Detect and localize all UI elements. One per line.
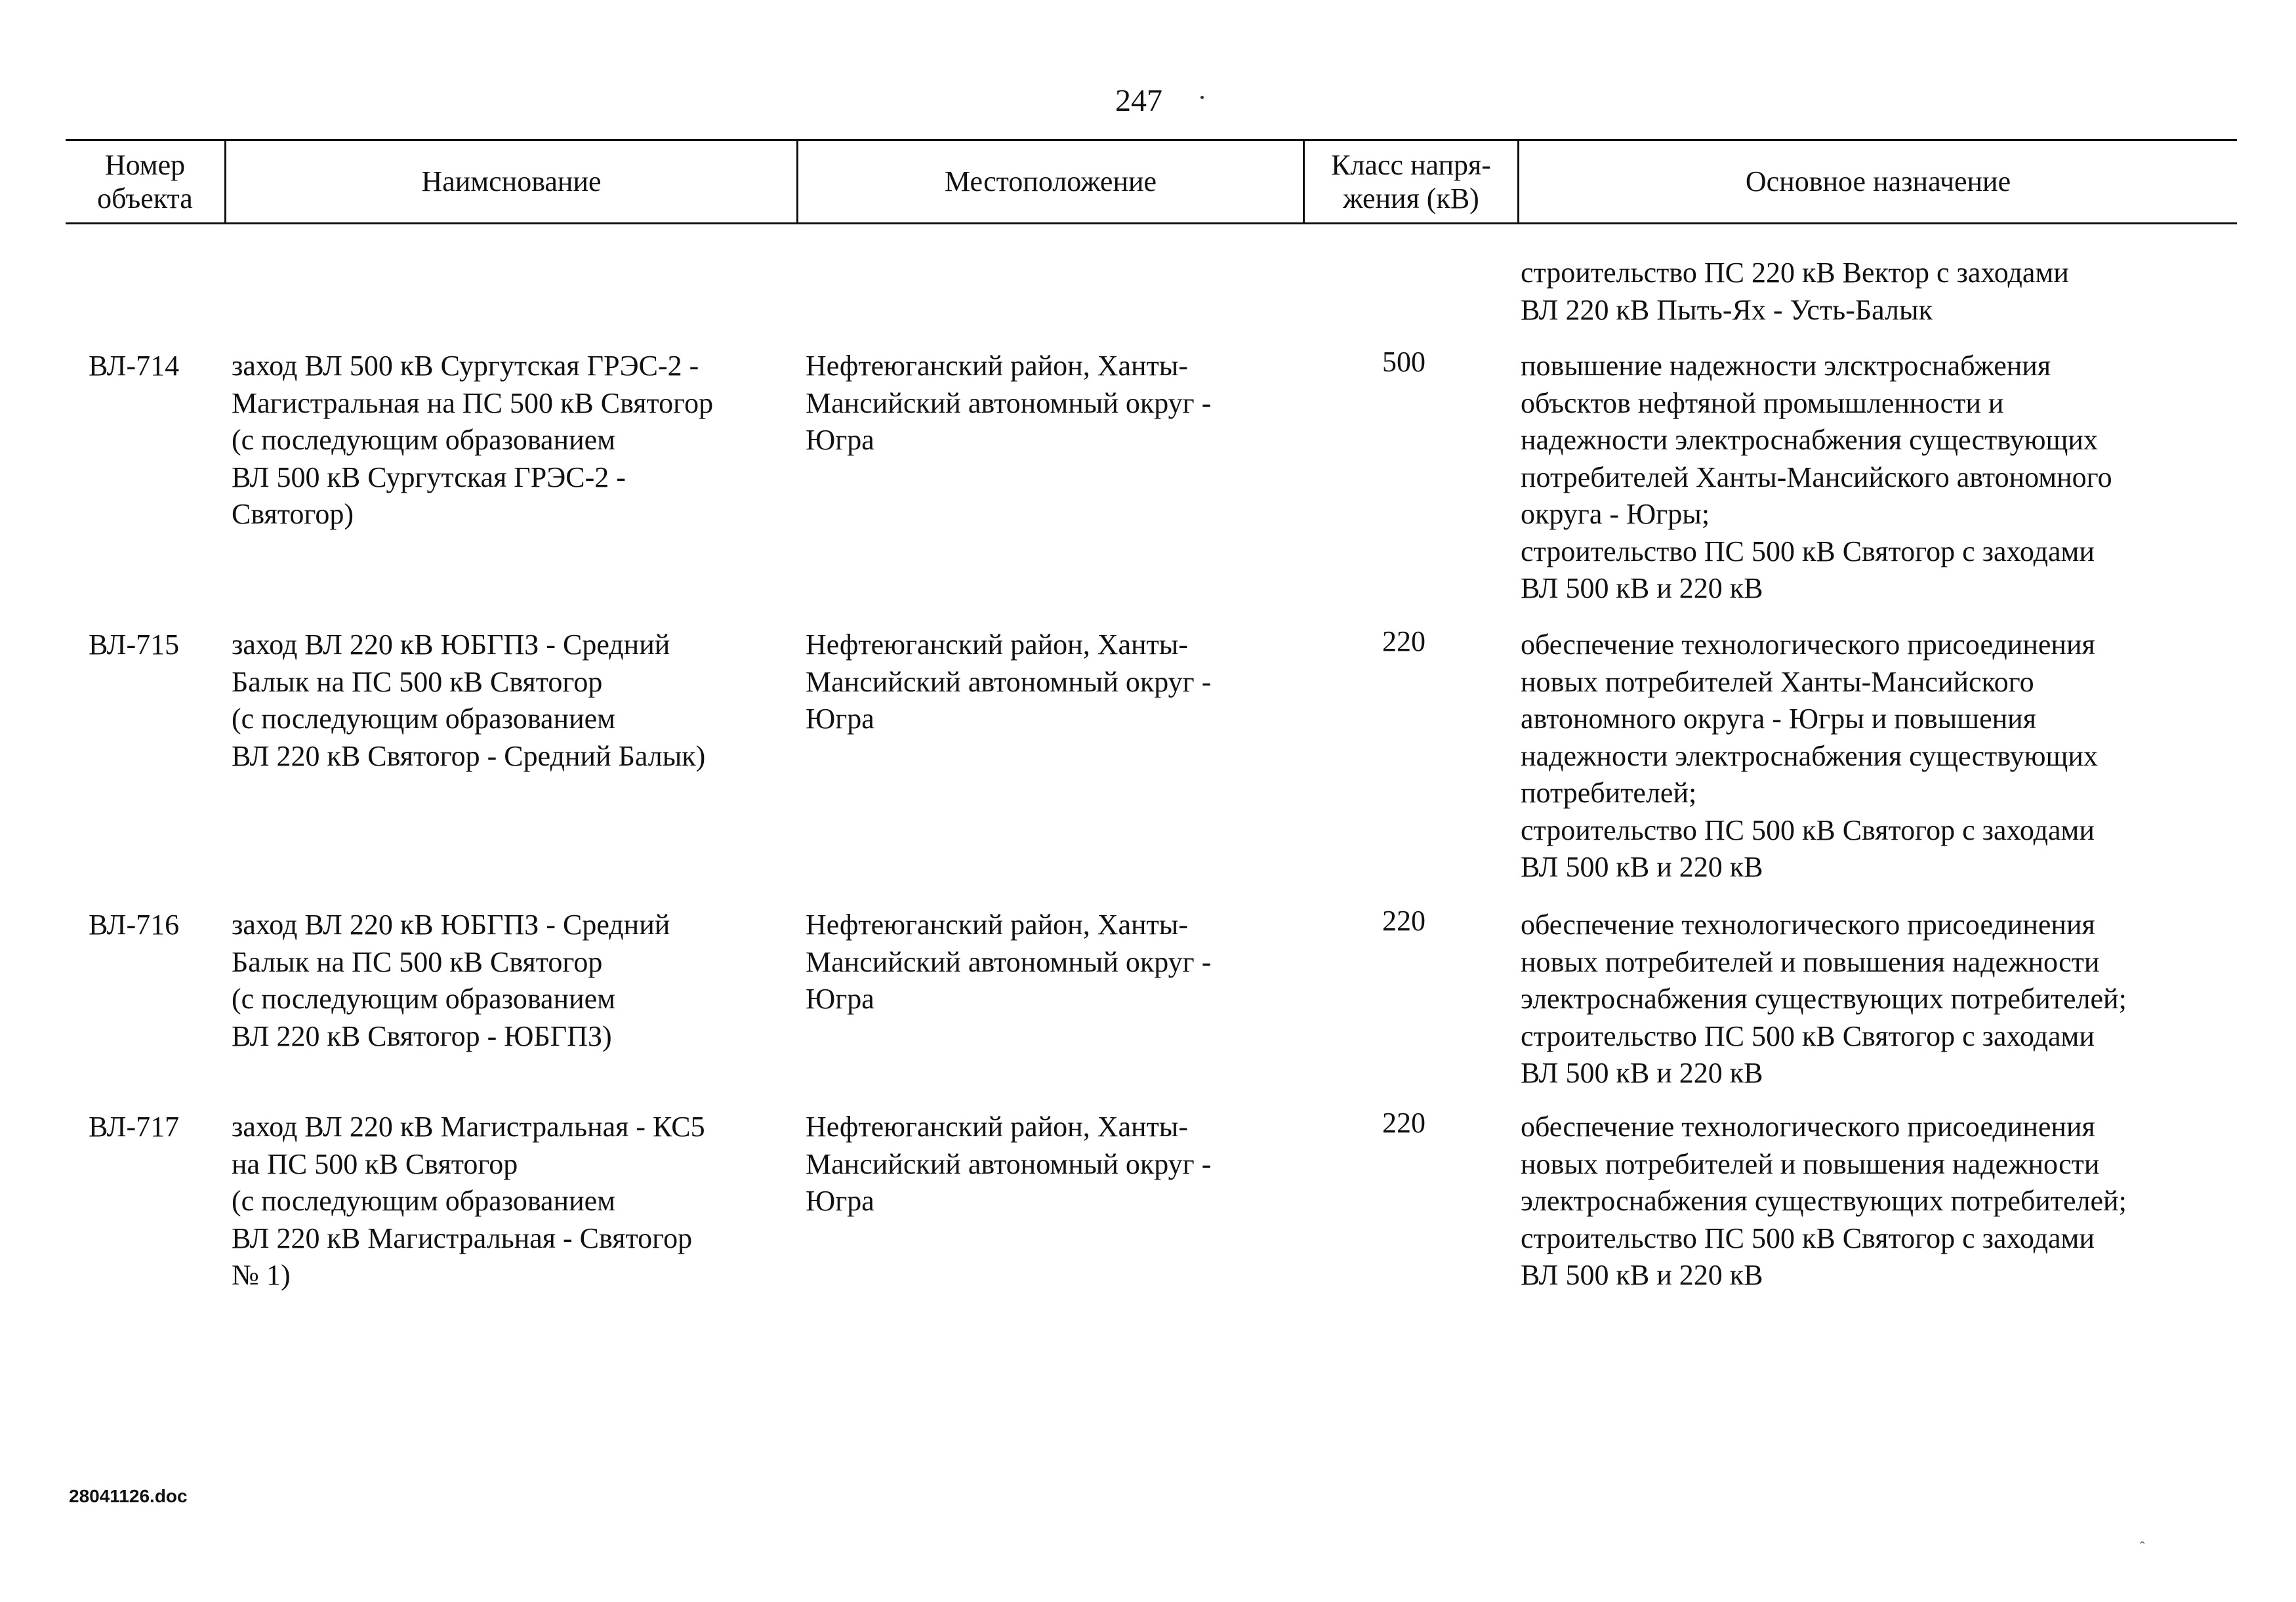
row-voltage: 220 [1382,1107,1425,1139]
header-location [798,141,1305,222]
row-location: Нефтеюганский район, Ханты- Мансийский автономный округ - Югра [806,909,1212,1015]
header-voltage-label: Класс напря- жения (кВ) [1331,148,1491,215]
row-purpose: повышение надежности элсктроснабжения объсктов нефтяной промышленности и надежности электроснабжения существующих потребителей Ханты-Мансийского автономного округа - Югры; строительство ПС 500 кВ Святогор с заходами ВЛ 500 кВ и 220 кВ [1521,350,2112,604]
row-purpose: обеспечение технологического присоединения новых потребителей и повышения надежности электроснабжения существующих потребителей; строительство ПС 500 кВ Святогор с заходами ВЛ 500 кВ и 220 кВ [1521,1111,2127,1291]
row-voltage: 500 [1382,346,1425,378]
header-location-label: Местоположение [944,165,1157,198]
header-number [66,141,226,222]
header-purpose [1519,141,2237,222]
row-location: Нефтеюганский район, Ханты- Мансийский автономный округ - Югра [806,1111,1212,1217]
table-header [66,139,2237,224]
row-name: заход ВЛ 220 кВ ЮБГПЗ - Средний Балык на ПС 500 кВ Святогор (с последующим образованием ВЛ 220 кВ Святогор - ЮБГПЗ) [232,909,670,1052]
header-name-label: Наимснование [421,165,602,198]
scan-mark: ˆ [2140,1538,2145,1555]
row-voltage: 220 [1382,905,1425,937]
page-number: 247 [1115,83,1162,118]
row-number: ВЛ-716 [89,909,180,941]
header-purpose-label: Основное назначение [1745,165,2011,198]
row-purpose: обеспечение технологического присоединения новых потребителей Ханты-Мансийского автономного округа - Югры и повышения надежности электроснабжения существующих потребителей; строительство ПС 500 кВ Святогор с заходами ВЛ 500 кВ и 220 кВ [1521,628,2098,883]
footer-filename: 28041126.doc [69,1486,188,1506]
header-number-label: Номер объекта [97,148,193,215]
continuation-purpose: строительство ПС 220 кВ Вектор с заходами ВЛ 220 кВ Пыть-Ях - Усть-Балык [1521,257,2069,326]
row-location: Нефтеюганский район, Ханты- Мансийский автономный округ - Югра [806,350,1212,456]
header-voltage [1305,141,1519,222]
row-voltage: 220 [1382,625,1425,657]
row-number: ВЛ-715 [89,628,180,661]
scan-speck [1200,96,1204,99]
row-number: ВЛ-717 [89,1111,180,1143]
row-number: ВЛ-714 [89,350,180,382]
header-name [226,141,798,222]
row-name: заход ВЛ 220 кВ Магистральная - КС5 на ПС 500 кВ Святогор (с последующим образованием ВЛ 220 кВ Магистральная - Святогор № 1) [232,1111,705,1291]
row-purpose: обеспечение технологического присоединения новых потребителей и повышения надежности электроснабжения существующих потребителей; строительство ПС 500 кВ Святогор с заходами ВЛ 500 кВ и 220 кВ [1521,909,2127,1089]
row-name: заход ВЛ 500 кВ Сургутская ГРЭС-2 - Магистральная на ПС 500 кВ Святогор (с последующим образованием ВЛ 500 кВ Сургутская ГРЭС-2 - Святогор) [232,350,714,530]
row-name: заход ВЛ 220 кВ ЮБГПЗ - Средний Балык на ПС 500 кВ Святогор (с последующим образованием ВЛ 220 кВ Святогор - Средний Балык) [232,628,706,772]
row-location: Нефтеюганский район, Ханты- Мансийский автономный округ - Югра [806,628,1212,735]
